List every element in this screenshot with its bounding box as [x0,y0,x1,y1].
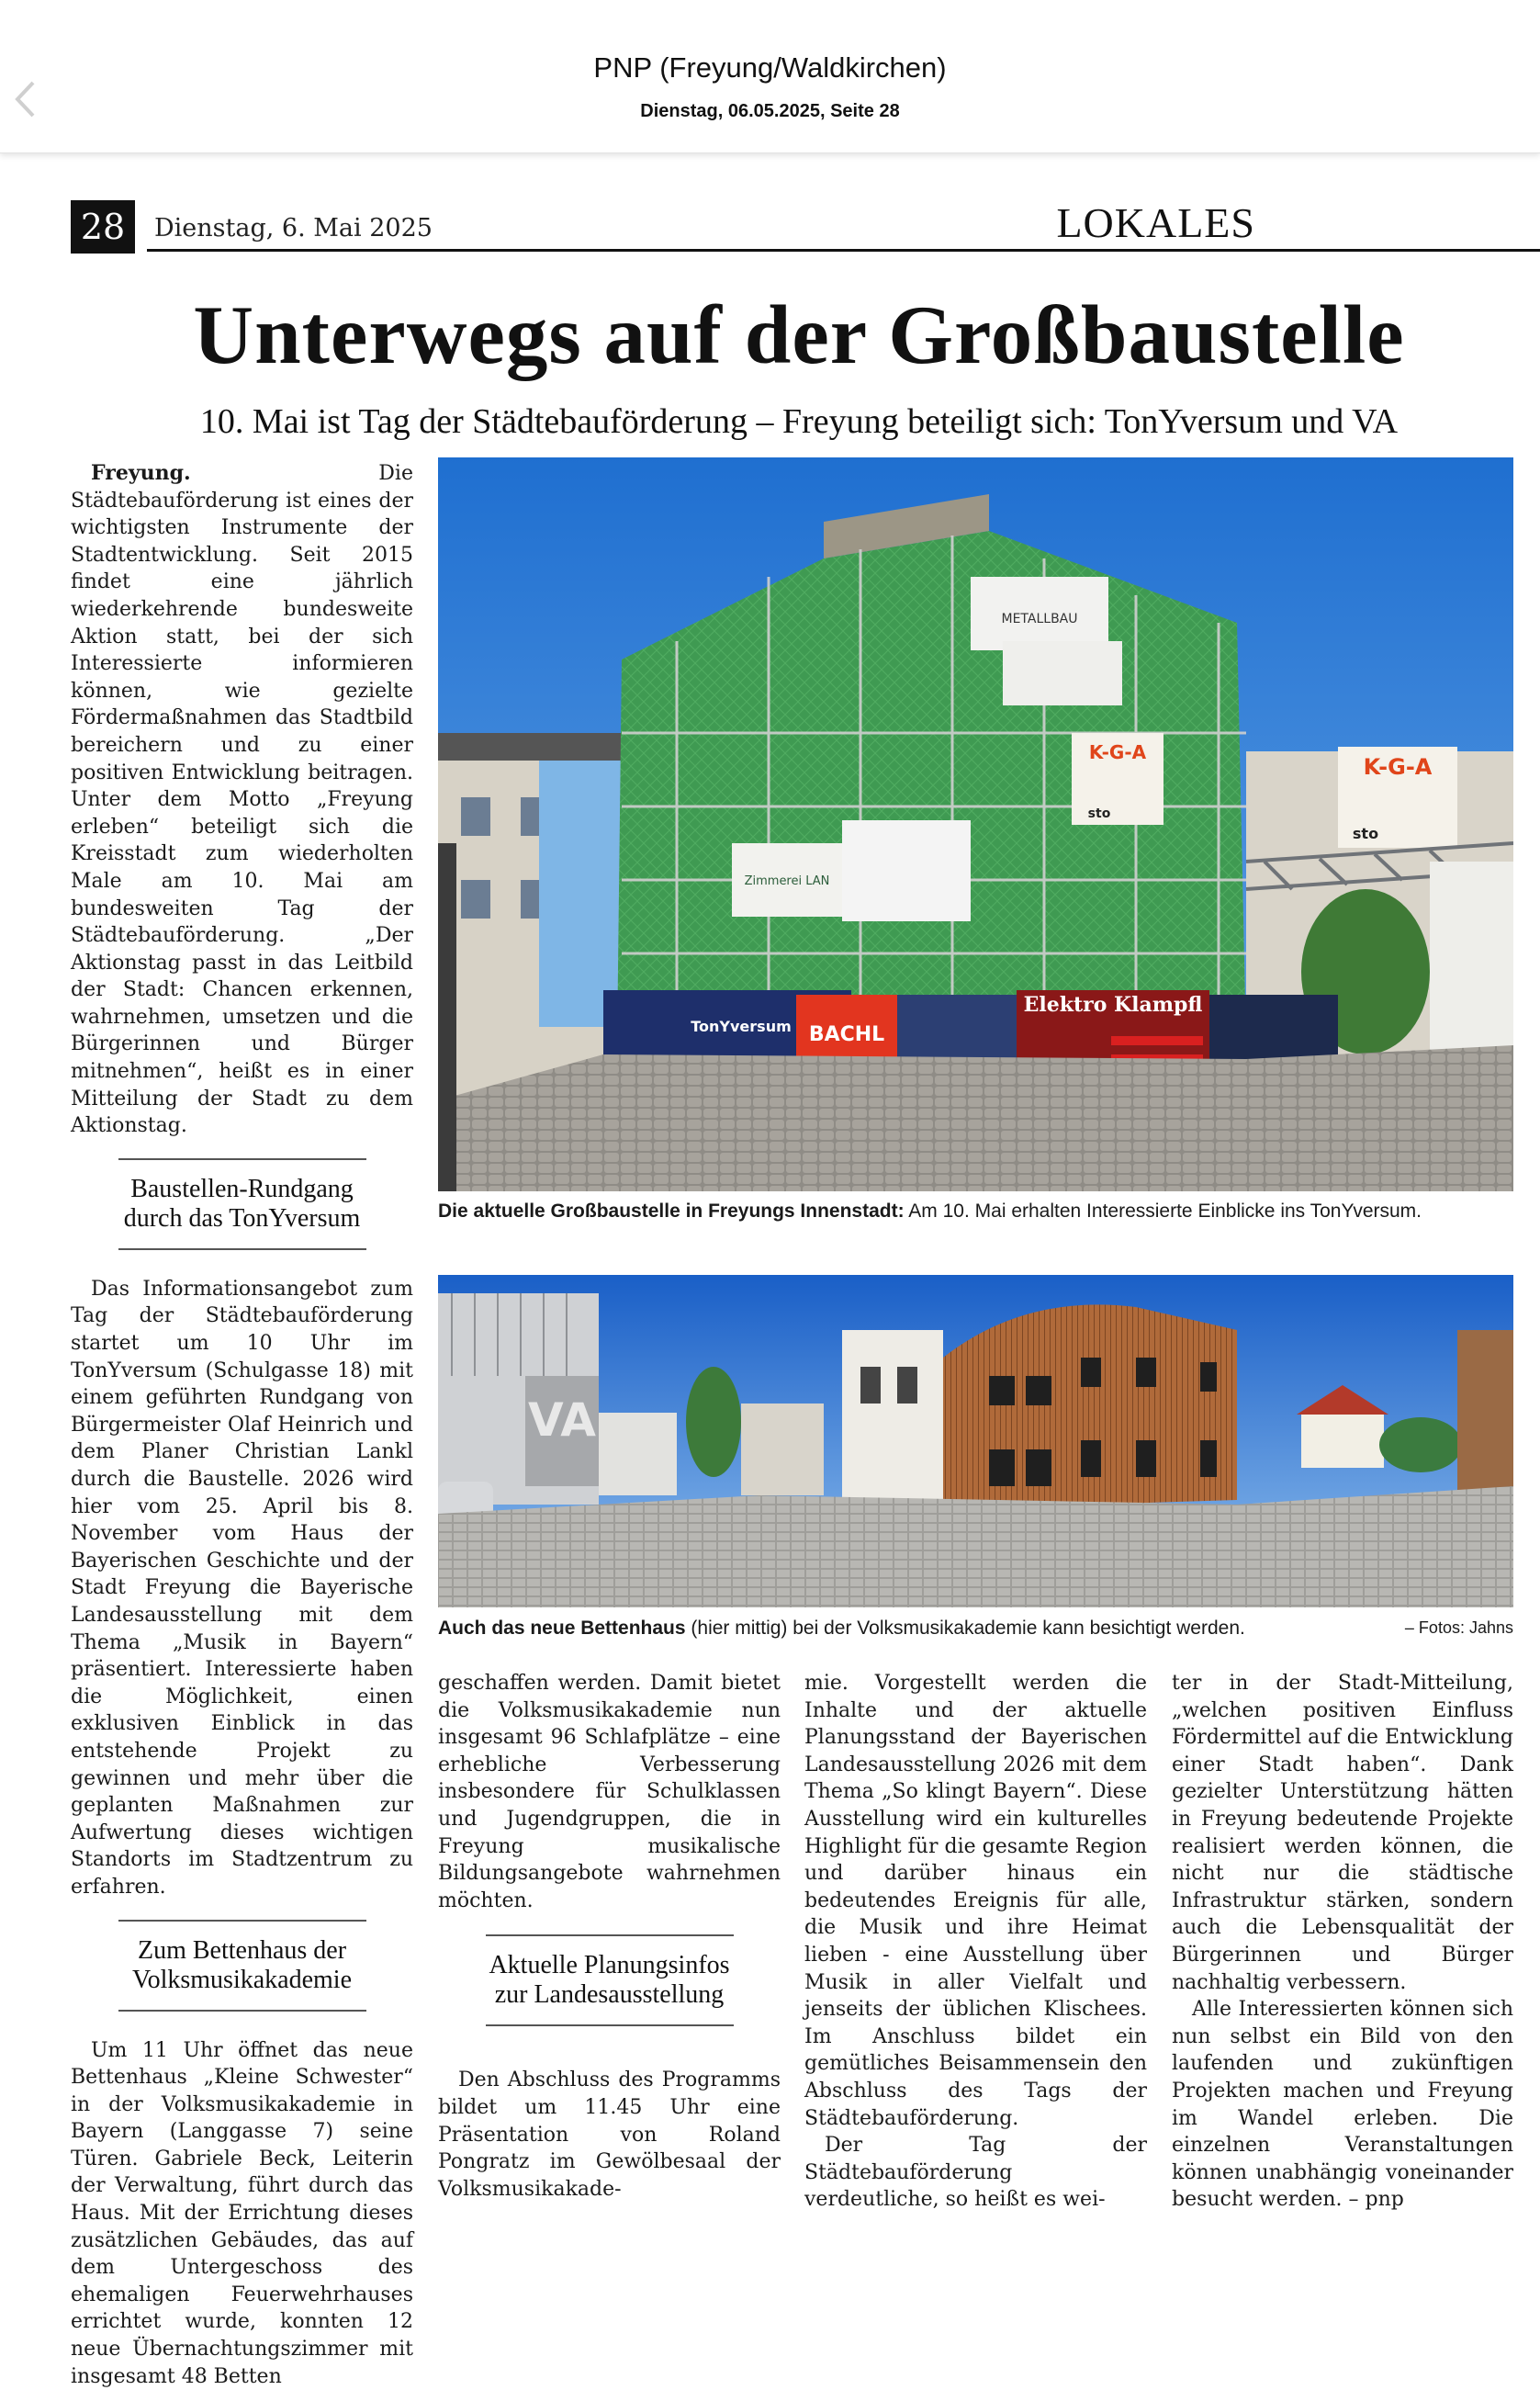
page-number: 28 [71,200,135,254]
va-wall-letters: VA [528,1393,596,1447]
sign-kga-1: K-G-A [1089,741,1147,763]
divider [486,1934,734,1936]
divider [118,1920,366,1922]
paragraph-bettenhaus: Um 11 Uhr öffnet das neue Bettenhaus „Kleine Schwester“ in der Volksmusikakademie in Bayern (Langgasse 7) seine Türen. Gabriele Beck, Leiterin der Verwaltung, führt durch das Haus. Mit der Errichtung dieses zusätzlichen Gebäudes, das auf dem Untergeschoss des ehemaligen Feuerwehrhauses errichtet wurde, konnten 12 neue Übernachtungszimmer mit insgesamt 48 Betten [71,2037,413,2390]
sign-sto-2: sto [1353,825,1378,842]
issue-date-page: Dienstag, 06.05.2025, Seite 28 [0,101,1540,122]
photo-construction-site [438,457,1513,1191]
paragraph-abschluss: Den Abschluss des Programms bildet um 11.45 Uhr eine Präsentation von Roland Pongratz im Gewölbesaal der Volksmusikakade- [438,2067,781,2203]
sign-sto-1: sto [1088,806,1111,821]
sign-lan: Zimmerei LAN [745,874,830,888]
photo-bettenhaus [438,1275,1513,1607]
sign-bachl: BACHL [809,1023,884,1046]
section-title: LOKALES [1056,198,1255,247]
page-date: Dienstag, 6. Mai 2025 [154,214,433,242]
sign-tonyversum: TonYversum [691,1018,792,1035]
sign-metallbau: METALLBAU [1002,612,1078,626]
paragraph-rundgang: Das Informationsangebot zum Tag der Städtebauförderung startet um 10 Uhr im TonYversum (Schulgasse 18) mit einem geführten Rundgang von Bürgermeister Olaf Heinrich und dem Planer Christian Lankl durch die Baustelle. 2026 wird hier vom 25. April bis 8. November vom Haus der Bayerischen Geschichte und der Stadt Freyung die Bayerische Landesausstellung mit dem Thema „Musik in Bayern“ präsentiert. Interessierte haben die Möglichkeit, einen exklusiven Einblick in das entstehende Projekt zu gewinnen und mehr über die geplanten Maßnahmen zur Aufwertung dieses wichtigen Standorts im Stadtzentrum zu erfahren. [71,1276,413,1901]
article-headline: Unterwegs auf der Großbaustelle [73,287,1524,383]
article-subheadline: 10. Mai ist Tag der Städtebauförderung – Freyung beteiligt sich: TonYversum und VA [73,401,1524,442]
paragraph-tag-der-staedtebaufoerderung: Der Tag der Städtebauförderung verdeutliche, so heißt es wei- [804,2132,1147,2214]
header-rule [147,249,1540,252]
photo-credit: – Fotos: Jahns [1405,1618,1513,1638]
app-title: PNP (Freyung/Waldkirchen) [0,51,1540,85]
article-column-4 [1172,1670,1513,2214]
app-header [0,0,1540,153]
divider [118,1158,366,1160]
photo2-caption: Auch das neue Bettenhaus (hier mittig) bei der Volksmusikakademie kann besichtigt werden. [438,1616,1356,1641]
dateline: Freyung. [91,461,191,485]
intro-text: Die Städtebauförderung ist eines der wichtigsten Instrumente der Stadtentwicklung. Seit 2015 findet eine jährlich wiederkehrende bundesweite Aktion statt, bei der sich Interessierte informieren können, wie gezielte Fördermaßnahmen das Stadtbild bereichern und zu einer positiven Entwicklung beitragen. Unter dem Motto „Freyung erleben“ beteiligt sich die Kreisstadt zum wiederholten Male am 10. Mai am bundesweiten Tag der Städtebauförderung. „Der Aktionstag passt in das Leitbild der Stadt: Chancen erkennen, wahrnehmen, umsetzen und die Bürgerinnen und Bürger mitnehmen“, heißt es in einer Mitteilung der Stadt zu dem Aktionstag. [71,462,413,1137]
paragraph-landesausstellung: mie. Vorgestellt werden die Inhalte und der aktuelle Planungsstand der Bayerischen Landesausstellung 2026 mit dem Thema „So klingt Bayern“. Diese Ausstellung wird ein kulturelles Highlight für die gesamte Region und darüber hinaus ein bedeutendes Ereignis für alle, die Musik und ihre Heimat lieben - eine Ausstellung über Musik in aller Vielfalt und jenseits der üblichen Klischees. Im Anschluss bildet ein gemütliches Beisammensein den Abschluss des Tags der Städtebauförderung. [804,1670,1147,2132]
subheading-baustellen-rundgang: Baustellen-Rundgang durch das TonYversum [71,1175,413,1234]
sign-elektro-klampfl: Elektro Klampfl [1024,993,1203,1017]
sign-kga-2: K-G-A [1364,754,1433,780]
subheading-bettenhaus: Zum Bettenhaus der Volksmusikakademie [71,1936,413,1995]
paragraph-foerdermittel: ter in der Stadt-Mitteilung, „welchen positiven Einfluss Fördermittel auf die Entwicklung einer Stadt haben“. Dank gezielter Unterstützung hätten in Freyung bedeutende Projekte realisiert werden können, die nicht nur die städtische Infrastruktur stärken, sondern auch die Lebensqualität der Bürgerinnen und Bürger nachhaltig verbessern. [1172,1670,1513,1996]
article-column-3 [804,1670,1147,2214]
intro-paragraph [71,460,413,1140]
subheading-planungsinfos: Aktuelle Planungsinfos zur Landesausstellung [438,1951,781,2010]
article-column-2 [438,1670,781,2203]
paragraph-schlussteil: Alle Interessierten können sich nun selbst ein Bild von den laufenden und zukünftigen Projekten machen und Freyung im Wandel erleben. Die einzelnen Veranstaltungen können unabhängig voneinander besucht werden. – pnp [1172,1996,1513,2214]
paragraph-schlafplaetze: geschaffen werden. Damit bietet die Volksmusikakademie nun insgesamt 96 Schlafplätze – eine erhebliche Verbesserung insbesondere für Schulklassen und Jugendgruppen, die in Freyung musikalische Bildungsangebote wahrnehmen möchten. [438,1670,781,1914]
article-column-1 [71,460,413,2390]
photo1-caption: Die aktuelle Großbaustelle in Freyungs Innenstadt: Am 10. Mai erhalten Interessierte Einblicke ins TonYversum. [438,1199,1513,1224]
